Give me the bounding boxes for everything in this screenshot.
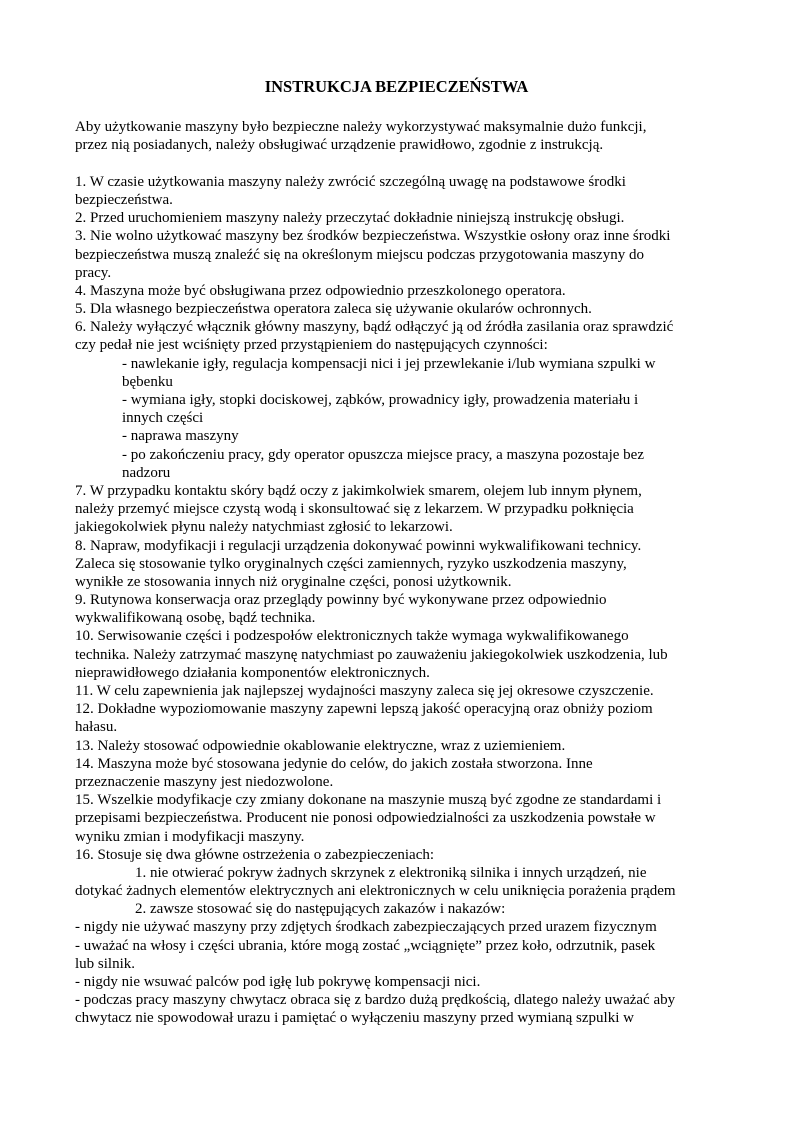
text-line: wykwalifikowaną osobę, bądź technika. [75, 610, 316, 627]
text-line: - uważać na włosy i części ubrania, które mogą zostać „wciągnięte” przez koło, odrzutnik, pasek [75, 937, 656, 954]
text-line: 3. Nie wolno użytkować maszyny bez środków bezpieczeństwa. Wszystkie osłony oraz inne środki [75, 228, 671, 245]
text-line: 7. W przypadku kontaktu skóry bądź oczy z jakimkolwiek smarem, olejem lub innym płynem, [75, 482, 642, 499]
document-body [75, 118, 725, 1028]
sub-item-line: - naprawa maszyny [122, 428, 239, 445]
text-line: 2. Przed uruchomieniem maszyny należy przeczytać dokładnie niniejszą instrukcję obsługi. [75, 210, 625, 227]
document-title: INSTRUKCJA BEZPIECZEŃSTWA [264, 77, 529, 96]
text-line: technika. Należy zatrzymać maszynę natychmiast po zauważeniu jakiegokolwiek uszkodzenia, lub [75, 646, 668, 663]
text-line: 8. Napraw, modyfikacji i regulacji urządzenia dokonywać powinni wykwalifikowani technicy. [75, 537, 642, 554]
sub-item-line: nadzoru [122, 464, 171, 481]
text-line: 12. Dokładne wypoziomowanie maszyny zapewni lepszą jakość operacyjną oraz obniży poziom [75, 701, 653, 718]
text-line: - podczas pracy maszyny chwytacz obraca się z bardzo dużą prędkością, dlatego należy uważać aby [75, 992, 676, 1009]
text-line: pracy. [75, 264, 112, 281]
text-line: przepisami bezpieczeństwa. Producent nie ponosi odpowiedzialności za uszkodzenia powstałe w [75, 810, 656, 827]
sub-item-line: innych części [122, 410, 204, 427]
text-line: 6. Należy wyłączyć włącznik główny maszyny, bądź odłączyć ją od źródła zasilania oraz sprawdzić [75, 319, 674, 336]
text-line: 4. Maszyna może być obsługiwana przez odpowiednio przeszkolonego operatora. [75, 282, 566, 299]
text-line: Zaleca się stosowanie tylko oryginalnych części zamiennych, ryzyko uszkodzenia maszyny, [75, 555, 627, 572]
paragraph-gap [75, 154, 725, 172]
text-line: bezpieczeństwa muszą znaleźć się na określonym miejscu podczas przygotowania maszyny do [75, 246, 644, 263]
text-line: przeznaczenie maszyny jest niedozwolone. [75, 773, 334, 790]
warning-item-line: 2. zawsze stosować się do następujących zakazów i nakazów: [135, 901, 506, 918]
text-line: 16. Stosuje się dwa główne ostrzeżenia o zabezpieczeniach: [75, 846, 435, 863]
text-line: przez nią posiadanych, należy obsługiwać urządzenie prawidłowo, zgodnie z instrukcją. [75, 137, 604, 154]
text-line: 15. Wszelkie modyfikacje czy zmiany dokonane na maszynie muszą być zgodne ze standardami i [75, 792, 662, 809]
text-line: 13. Należy stosować odpowiednie okablowanie elektryczne, wraz z uziemieniem. [75, 737, 566, 754]
text-line: czy pedał nie jest wciśnięty przed przystąpieniem do następujących czynności: [75, 337, 548, 354]
text-line: - nigdy nie używać maszyny przy zdjętych środkach zabezpieczających przed urazem fizycznym [75, 919, 657, 936]
text-line: 10. Serwisowanie części i podzespołów elektronicznych także wymaga wykwalifikowanego [75, 628, 629, 645]
text-line: należy przemyć miejsce czystą wodą i skonsultować się z lekarzem. W przypadku połknięcia [75, 501, 634, 518]
text-line: 1. W czasie użytkowania maszyny należy zwrócić szczególną uwagę na podstawowe środki [75, 173, 626, 190]
text-line: wynikłe ze stosowania innych niż oryginalne części, ponosi użytkownik. [75, 573, 512, 590]
sub-item-line: - wymiana igły, stopki dociskowej, ząbków, prowadnicy igły, prowadzenia materiału i [122, 392, 639, 409]
text-line: Aby użytkowanie maszyny było bezpieczne należy wykorzystywać maksymalnie dużo funkcji, [75, 119, 647, 135]
text-line: nieprawidłowego działania komponentów elektronicznych. [75, 664, 430, 681]
text-line: dotykać żadnych elementów elektrycznych ani elektronicznych w celu uniknięcia porażenia prądem [75, 883, 676, 900]
text-line: 14. Maszyna może być stosowana jedynie do celów, do jakich została stworzona. Inne [75, 755, 593, 772]
intro-paragraph [75, 118, 725, 154]
text-line: 9. Rutynowa konserwacja oraz przeglądy powinny być wykonywane przez odpowiednio [75, 592, 607, 609]
safety-list [75, 173, 725, 1028]
text-line: hałasu. [75, 719, 118, 736]
text-line: 5. Dla własnego bezpieczeństwa operatora zaleca się używanie okularów ochronnych. [75, 301, 592, 318]
sub-item-line: - po zakończeniu pracy, gdy operator opuszcza miejsce pracy, a maszyna pozostaje bez [122, 446, 644, 463]
text-line: - nigdy nie wsuwać palców pod igłę lub pokrywę kompensacji nici. [75, 974, 481, 991]
text-line: chwytacz nie spowodował urazu i pamiętać o wyłączeniu maszyny przed wymianą szpulki w [75, 1010, 634, 1027]
text-line: lub silnik. [75, 955, 136, 972]
text-line: bezpieczeństwa. [75, 191, 173, 208]
text-line: wyniku zmian i modyfikacji maszyny. [75, 828, 305, 845]
text-line: 11. W celu zapewnienia jak najlepszej wydajności maszyny zaleca się jej okresowe czyszczenie. [75, 683, 654, 700]
sub-item-line: - nawlekanie igły, regulacja kompensacji nici i jej przewlekanie i/lub wymiana szpulki w [122, 355, 656, 372]
text-line: jakiegokolwiek płynu należy natychmiast zgłosić to lekarzowi. [75, 519, 453, 536]
warning-item-line: 1. nie otwierać pokryw żadnych skrzynek z elektroniką silnika i innych urządzeń, nie [135, 864, 647, 881]
sub-item-line: bębenku [122, 373, 173, 390]
